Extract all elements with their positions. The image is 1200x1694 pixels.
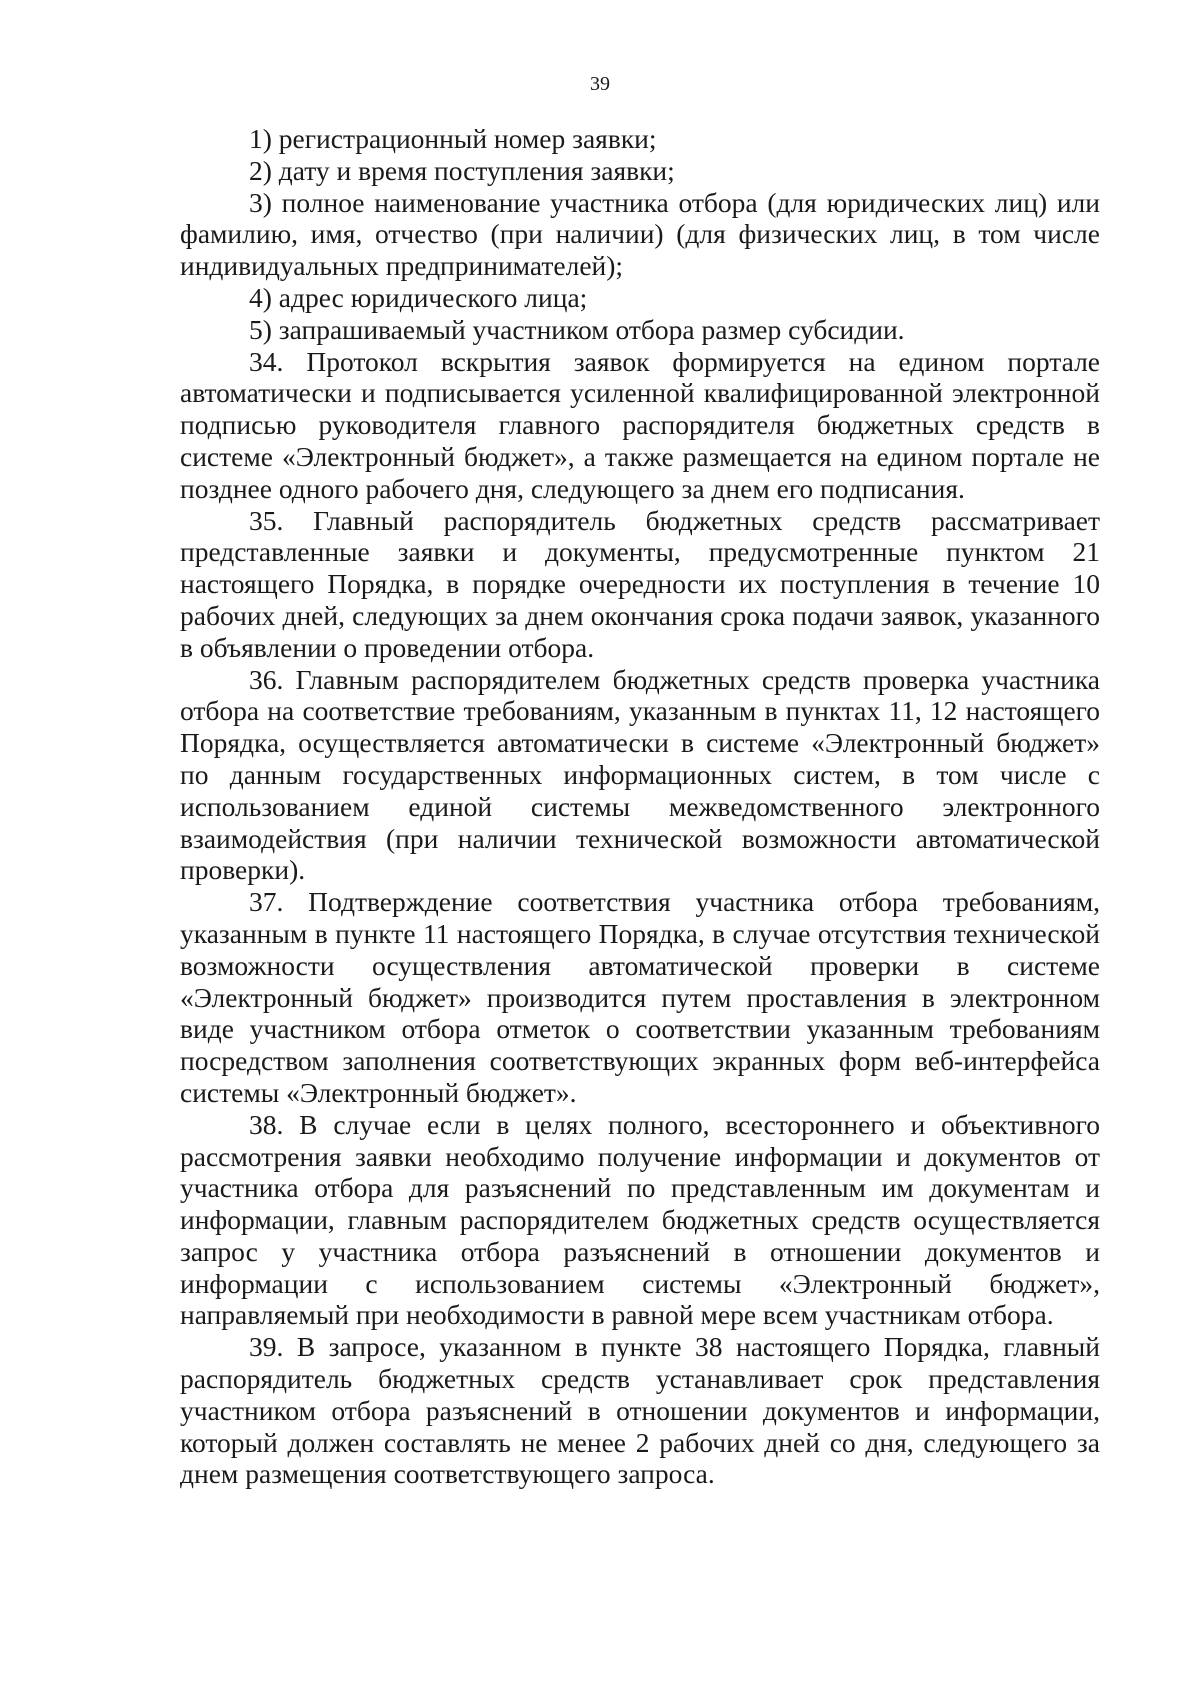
document-body — [180, 123, 1100, 1490]
paragraph-39: 39. В запросе, указанном в пункте 38 настоящего Порядка, главный распорядитель бюджетных средств устанавливает срок представления участником отбора разъяснений в отношении документов и информации, который должен составлять не менее 2 рабочих дней со дня, следующего за днем размещения соответствующего запроса. — [180, 1331, 1100, 1490]
paragraph-38: 38. В случае если в целях полного, всестороннего и объективного рассмотрения заявки необходимо получение информации и документов от участника отбора для разъяснений по представленным им документам и информации, главным распорядителем бюджетных средств осуществляется запрос у участника отбора разъяснений в отношении документов и информации с использованием системы «Электронный бюджет», направляемый при необходимости в равной мере всем участникам отбора. — [180, 1108, 1100, 1331]
paragraph-item-5: 5) запрашиваемый участником отбора размер субсидии. — [249, 313, 905, 345]
paragraph-37: 37. Подтверждение соответствия участника отбора требованиям, указанным в пункте 11 настоящего Порядка, в случае отсутствия технической возможности осуществления автоматической проверки в системе «Электронный бюджет» производится путем проставления в электронном виде участником отбора отметок о соответствии указанным требованиям посредством заполнения соответствующих экранных форм веб-интерфейса системы «Электронный бюджет». — [180, 886, 1100, 1108]
paragraph-item-3: 3) полное наименование участника отбора (для юридических лиц) или фамилию, имя, отчество (при наличии) (для физических лиц, в том числе индивидуальных предпринимателей); — [180, 186, 1100, 282]
page-number: 39 — [590, 73, 610, 95]
paragraph-36: 36. Главным распорядителем бюджетных средств проверка участника отбора на соответствие требованиям, указанным в пунктах 11, 12 настоящего Порядка, осуществляется автоматически в системе «Электронный бюджет» по данным государственных информационных систем, в том числе с использованием единой системы межведомственного электронного взаимодействия (при наличии технической возможности автоматической проверки). — [180, 663, 1100, 886]
paragraph-item-2: 2) дату и время поступления заявки; — [249, 154, 675, 186]
paragraph-34: 34. Протокол вскрытия заявок формируется на едином портале автоматически и подписывается усиленной квалифицированной электронной подписью руководителя главного распорядителя бюджетных средств в системе «Электронный бюджет», а также размещается на едином портале не позднее одного рабочего дня, следующего за днем его подписания. — [180, 345, 1100, 504]
paragraph-35: 35. Главный распорядитель бюджетных средств рассматривает представленные заявки и документы, предусмотренные пунктом 21 настоящего Порядка, в порядке очередности их поступления в течение 10 рабочих дней, следующих за днем окончания срока подачи заявок, указанного в объявлении о проведении отбора. — [180, 504, 1100, 663]
paragraph-item-4: 4) адрес юридического лица; — [249, 281, 588, 313]
paragraph-item-1: 1) регистрационный номер заявки; — [249, 123, 657, 154]
